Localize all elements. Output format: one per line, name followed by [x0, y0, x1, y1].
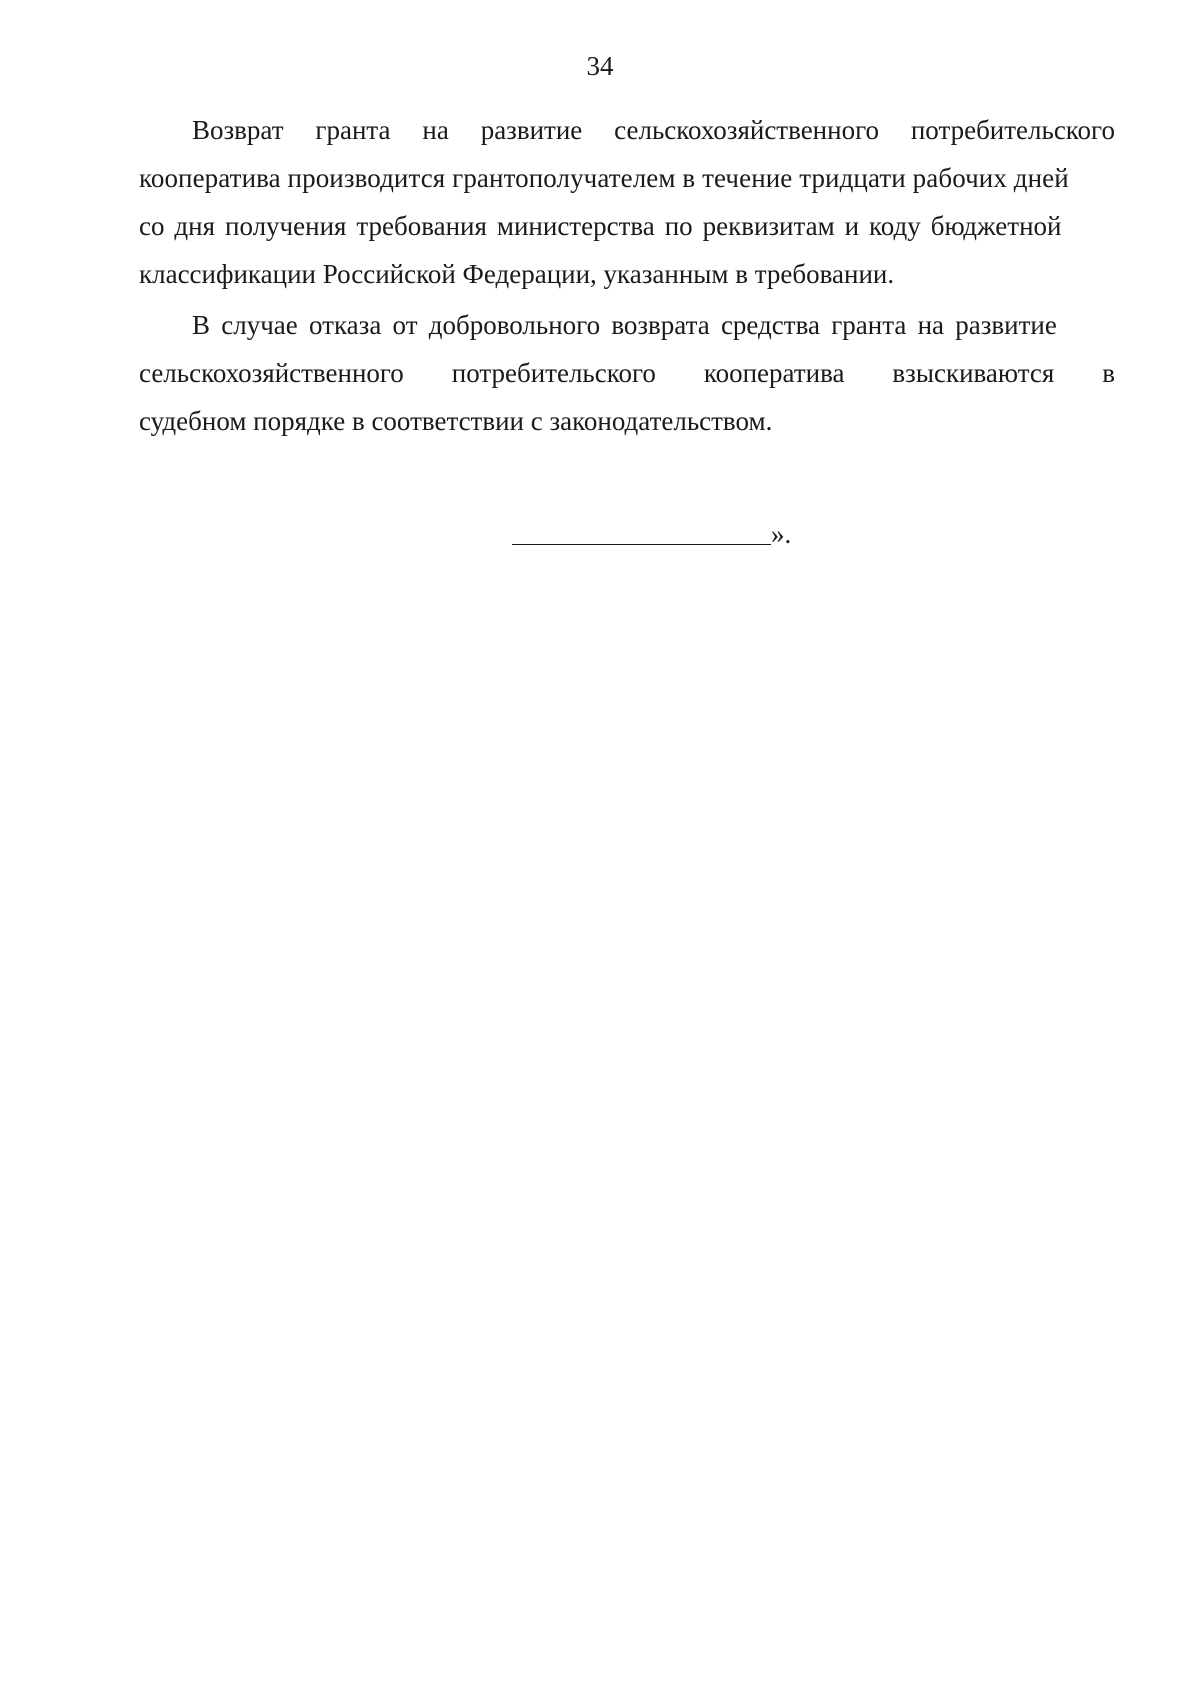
word: гранта: [315, 115, 391, 145]
paragraph-1-line-4: классификации Российской Федерации, указанным в требовании.: [139, 259, 895, 289]
document-body: [139, 106, 1115, 445]
word: развитие: [480, 115, 583, 145]
word: взыскиваются: [892, 358, 1055, 388]
page-number: 34: [586, 51, 614, 81]
paragraph-2-line-1: В случае отказа от добровольного возврата средства гранта на развитие: [192, 310, 1057, 340]
word: на: [422, 115, 449, 145]
word: потребительского: [451, 358, 656, 388]
word: в: [1102, 358, 1115, 388]
paragraph-2-line-2: [139, 349, 1115, 397]
closing-line: [512, 512, 791, 552]
word: сельскохозяйственного: [614, 115, 879, 145]
paragraph-2-line-3: судебном порядке в соответствии с законодательством.: [139, 406, 773, 436]
paragraph-1-line-1: [139, 106, 1115, 154]
word: сельскохозяйственного: [139, 358, 404, 388]
word: потребительского: [910, 115, 1115, 145]
closing-quote-mark: ».: [771, 519, 792, 549]
signature-rule: [512, 544, 771, 545]
paragraph-1-line-2: кооператива производится грантополучателем в течение тридцати рабочих дней: [139, 163, 1069, 193]
word: Возврат: [192, 115, 284, 145]
word: кооператива: [703, 358, 845, 388]
paragraph-1-line-3: со дня получения требования министерства по реквизитам и коду бюджетной: [139, 211, 1062, 241]
